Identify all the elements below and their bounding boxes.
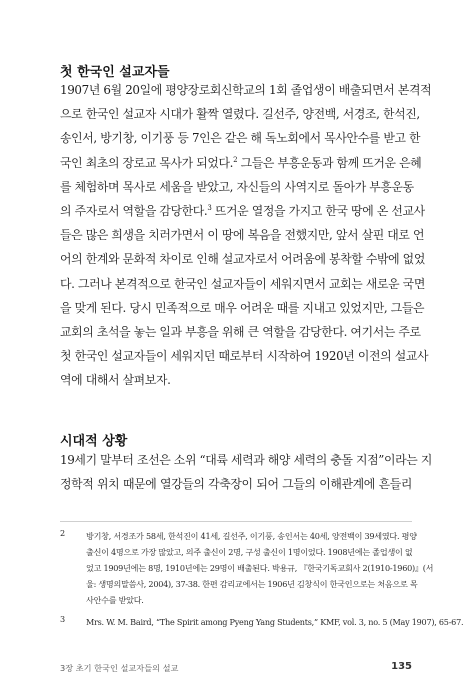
body-line: 19세기 말부터 조선은 소위 “대륙 세력과 해양 세력의 충돌 지점”이라는 지	[60, 453, 433, 467]
body-line: 을 맞게 된다. 당시 민족적으로 매우 어려운 때를 지내고 있었지만, 그들은	[60, 300, 425, 315]
body-line-with-footnote-3	[60, 199, 425, 223]
footnote-ref-3: 3	[207, 203, 212, 212]
running-footer-chapter: 3장 초기 한국인 설교자들의 설교	[60, 663, 179, 673]
body-line: 으로 한국인 설교자 시대가 활짝 열렸다. 길선주, 양전백, 서경조, 한석진,	[60, 107, 420, 122]
footnote-line: Mrs. W. M. Baird, “The Spirit among Pyeng Yang Students,” KMF, vol. 3, no. 5 (May 1907), 65-67.	[86, 617, 464, 627]
section-title-first-korean-preachers: 첫 한국인 설교자들	[60, 65, 170, 80]
body-line-segment: 국인 최초의 장로교 목사가 되었다.	[60, 155, 234, 170]
page-number: 135	[391, 661, 412, 672]
footnote-line: 방기창, 서경조가 58세, 한석진이 41세, 길선주, 이기풍, 송인서는 40세, 양전백이 39세였다. 평양	[86, 531, 417, 541]
body-line-segment: 의 주자로서 역할을 감당한다.	[60, 203, 208, 218]
footnote-number: 2	[60, 528, 65, 538]
body-line: 송인서, 방기창, 이기풍 등 7인은 같은 해 독노회에서 목사안수를 받고 한	[60, 131, 421, 146]
section2-body	[60, 448, 433, 496]
footnote-2	[60, 528, 434, 610]
body-line-segment: 그들은 부흥운동과 함께 뜨거운 은혜	[237, 155, 422, 170]
section1-body	[60, 78, 432, 392]
body-line-with-footnote-2	[60, 151, 422, 175]
body-line: 를 체험하며 목사로 세움을 받았고, 자신들의 사역지로 돌아가 부흥운동	[60, 179, 414, 194]
body-line-segment: 뜨거운 열정을 가지고 한국 땅에 온 선교사	[211, 203, 425, 218]
footnote-line: 울: 생명의말씀사, 2004), 37-38. 한편 감리교에서는 1906년 김창식이 한국인으로는 처음으로 목	[86, 579, 418, 589]
footnote-number: 3	[60, 614, 65, 624]
body-line: 첫 한국인 설교자들이 세워지던 때로부터 시작하여 1920년 이전의 설교사	[60, 349, 429, 364]
body-line: 들은 많은 희생을 치러가면서 이 땅에 복음을 전했지만, 앞서 살핀 대로 언	[60, 228, 425, 243]
body-line: 교회의 초석을 놓는 일과 부흥을 위해 큰 역할을 감당한다. 여기서는 주로	[60, 324, 421, 339]
section-title-historical-context: 시대적 상황	[60, 434, 128, 449]
body-line: 역에 대해서 살펴보자.	[60, 373, 171, 388]
footnote-line: 출신이 4명으로 가장 많았고, 의주 출신이 2명, 구성 출신이 1명이었다. 1908년에는 졸업생이 없	[86, 547, 413, 557]
body-line: 어의 한계와 문화적 차이로 인해 설교자로서 어려움에 봉착할 수밖에 없었	[60, 252, 425, 267]
footnote-3	[60, 614, 464, 632]
footnote-ref-2: 2	[233, 155, 238, 164]
footnote-line: 사안수를 받았다.	[86, 595, 144, 605]
footnote-divider	[60, 521, 412, 522]
body-line: 정학적 위치 때문에 열강들의 각축장이 되어 그들의 이해관계에 흔들리	[60, 477, 412, 492]
footnote-line: 었고 1909년에는 8명, 1910년에는 29명이 배출된다. 박용규, 『한국기독교회사 2(1910-1960)』(서	[86, 563, 434, 573]
body-line: 1907년 6월 20일에 평양장로회신학교의 1회 졸업생이 배출되면서 본격적	[60, 83, 432, 97]
body-line: 다. 그러나 본격적으로 한국인 설교자들이 세워지면서 교회는 새로운 국면	[60, 276, 425, 291]
